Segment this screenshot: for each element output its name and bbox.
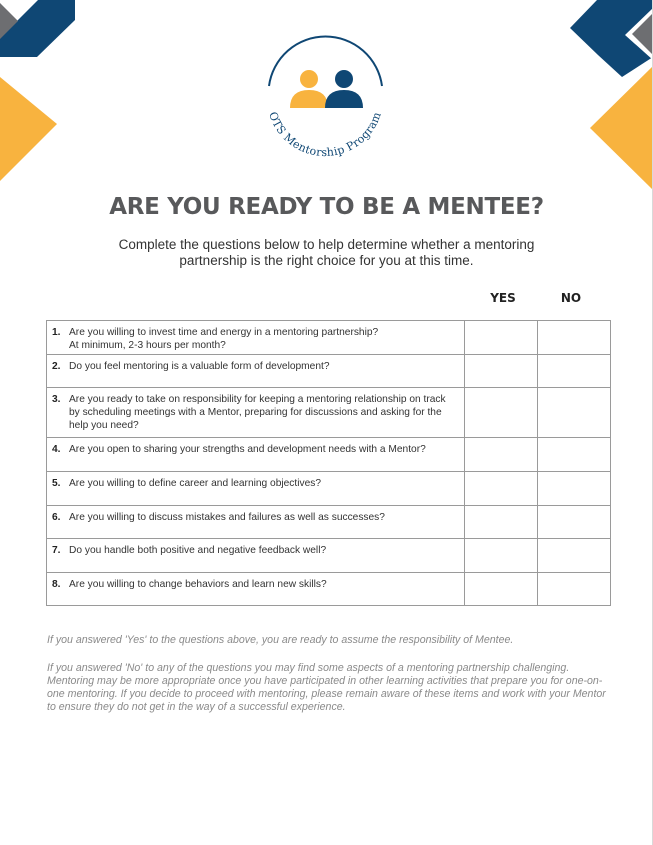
- top-right-navy-chevron: [570, 0, 653, 77]
- table-row: [47, 472, 611, 506]
- top-left-gray-triangle: [0, 3, 18, 39]
- top-left-white-notch: [0, 0, 38, 38]
- yes-answer-cell[interactable]: [465, 573, 538, 606]
- no-answer-cell[interactable]: [538, 355, 611, 388]
- question-text: Are you open to sharing your strengths and development needs with a Mentor?: [69, 444, 426, 455]
- question-text: Do you handle both positive and negative feedback well?: [69, 545, 327, 556]
- yes-answer-cell[interactable]: [465, 321, 538, 355]
- question-number: 8.: [52, 579, 61, 590]
- top-right-gold-triangle: [590, 66, 653, 190]
- yes-column-header: YES: [490, 291, 516, 305]
- yes-answer-cell[interactable]: [465, 438, 538, 472]
- no-answer-cell[interactable]: [538, 539, 611, 573]
- yes-answer-cell[interactable]: [465, 355, 538, 388]
- question-text: Are you willing to change behaviors and learn new skills?: [69, 579, 327, 590]
- table-row: [47, 573, 611, 606]
- question-text: Are you willing to discuss mistakes and failures as well as successes?: [69, 512, 385, 523]
- question-number: 3.: [52, 394, 61, 405]
- no-answer-cell[interactable]: [538, 388, 611, 438]
- intro-text: Complete the questions below to help determine whether a mentoring partnership is the right choice for you at this time.: [118, 237, 535, 268]
- yes-answer-cell[interactable]: [465, 472, 538, 506]
- question-number: 6.: [52, 512, 61, 523]
- question-text: Are you willing to invest time and energy in a mentoring partnership?: [69, 327, 379, 338]
- yes-answer-cell[interactable]: [465, 539, 538, 573]
- table-row: [47, 506, 611, 539]
- two-people-icon: [290, 70, 363, 108]
- question-cell: [47, 573, 465, 606]
- question-cell: [47, 355, 465, 388]
- question-cell: [47, 506, 465, 539]
- logo-ring: [269, 37, 382, 86]
- question-text: Do you feel mentoring is a valuable form of development?: [69, 361, 330, 372]
- no-column-header: NO: [560, 291, 582, 305]
- top-right-white-notch: [625, 8, 653, 60]
- no-answer-cell[interactable]: [538, 472, 611, 506]
- table-row: [47, 438, 611, 472]
- question-number: 4.: [52, 444, 61, 455]
- yes-note: If you answered 'Yes' to the questions above, you are ready to assume the responsibility of Mentee.: [47, 634, 514, 646]
- questions-table: [46, 320, 611, 606]
- yes-answer-cell[interactable]: [465, 506, 538, 539]
- question-cell: [47, 472, 465, 506]
- top-left-navy-chevron: [0, 0, 75, 57]
- table-row: [47, 539, 611, 573]
- no-note: If you answered 'No' to any of the questions you may find some aspects of a mentoring partnership challenging. Mentoring may be more appropriate once you have participated in other learning activities that prepare you for one-on-one mentoring. If you decide to proceed with mentoring, please remain aware of these items and work with your Mentor to ensure they do not get in the way of a successful experience.: [47, 662, 606, 713]
- top-right-gray-triangle: [632, 13, 653, 55]
- question-number: 1.: [52, 327, 61, 338]
- no-answer-cell[interactable]: [538, 321, 611, 355]
- question-number: 7.: [52, 545, 61, 556]
- yes-answer-cell[interactable]: [465, 388, 538, 438]
- table-row: [47, 355, 611, 388]
- question-cell: [47, 438, 465, 472]
- question-cell: [47, 539, 465, 573]
- table-row: [47, 388, 611, 438]
- question-cell: [47, 388, 465, 438]
- ots-logo: [253, 28, 398, 163]
- no-answer-cell[interactable]: [538, 438, 611, 472]
- question-text: Are you willing to define career and learning objectives?: [69, 478, 322, 489]
- question-number: 2.: [52, 361, 61, 372]
- no-answer-cell[interactable]: [538, 573, 611, 606]
- question-subtext: At minimum, 2-3 hours per month?: [69, 340, 226, 351]
- table-row: [47, 321, 611, 355]
- top-left-gold-triangle: [0, 77, 57, 181]
- page-title: ARE YOU READY TO BE A MENTEE?: [109, 194, 544, 220]
- question-text: Are you ready to take on responsibility for keeping a mentoring relationship on track by scheduling meetings with a Mentor, preparing for discussions and asking for the help you need?: [69, 394, 446, 431]
- question-number: 5.: [52, 478, 61, 489]
- logo-text: OTS Mentorship Program: [266, 109, 384, 160]
- question-cell: [47, 321, 465, 355]
- no-answer-cell[interactable]: [538, 506, 611, 539]
